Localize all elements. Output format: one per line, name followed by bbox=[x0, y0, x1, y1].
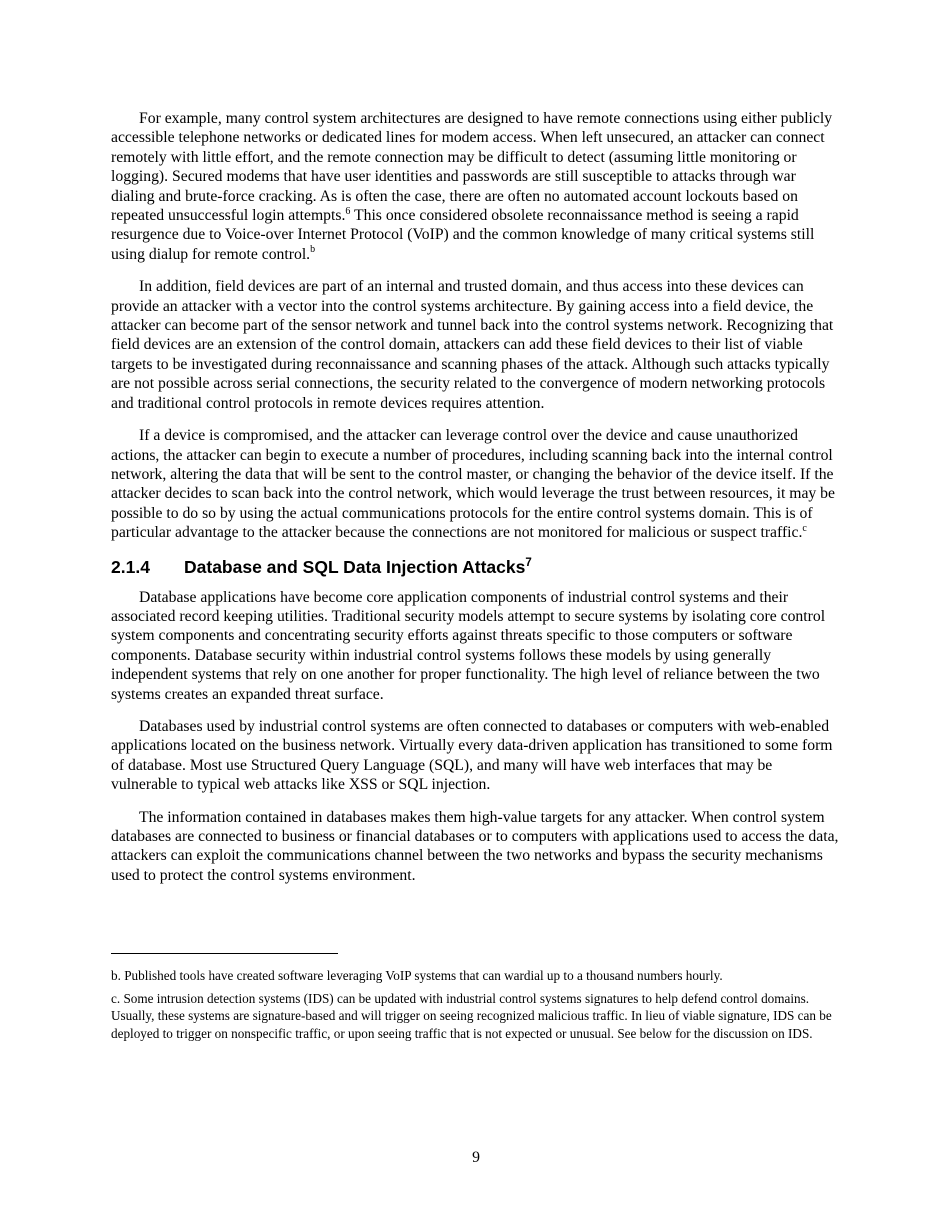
footnote-ref-b: b bbox=[310, 244, 316, 256]
footnote-b: b. Published tools have created software leveraging VoIP systems that can wardial up to a thousand numbers hourly. bbox=[111, 968, 723, 984]
paragraph-text: This once considered obsolete reconnaissance method is seeing a rapid resurgence due to Voice-over Internet Protocol (VoIP) and the common knowledge of many critical systems still using dialup for remote control. bbox=[111, 207, 815, 263]
paragraph-text: The information contained in databases makes them high-value targets for any attacker. When control system databases are connected to business or financial databases or to computers with applications used to access the data, attackers can exploit the communications channel between the two networks and bypass the security mechanisms used to protect the control systems environment. bbox=[111, 808, 839, 884]
footnote-ref-c: c bbox=[802, 522, 807, 534]
text-column bbox=[111, 109, 841, 1043]
footnote-c: c. Some intrusion detection systems (IDS) can be updated with industrial control systems signatures to help defend control domains. Usually, these systems are signature-based and will trigger on seeing recognized malicious traffic. In lieu of viable signature, IDS can be deployed to trigger on nonspecific traffic, or upon seeing traffic that is not expected or unusual. See below for the discussion on IDS. bbox=[111, 990, 832, 1041]
section-heading-2-1-4 bbox=[111, 556, 841, 578]
paragraph-device-compromised bbox=[111, 426, 841, 542]
paragraph-text: If a device is compromised, and the attacker can leverage control over the device and cause unauthorized actions, the attacker can begin to execute a number of procedures, including scanning back into the internal control network, altering the data that will be sent to the control master, or changing the behavior of the device itself. If the attacker decides to scan back into the control network, which would leverage the trust between resources, it may be possible to do so by using the actual communications protocols for the entire control systems domain. This is of particular advantage to the attacker because the connections are not monitored for malicious or suspect traffic. bbox=[111, 427, 835, 542]
paragraph-database-applications bbox=[111, 588, 841, 704]
paragraph-database-targets bbox=[111, 808, 841, 886]
paragraph-remote-connections bbox=[111, 109, 841, 264]
paragraph-text: Databases used by industrial control systems are often connected to databases or computers with web-enabled applications located on the business network. Virtually every data-driven application has transitioned to some form of database. Most use Structured Query Language (SQL), and many will have web interfaces that may be vulnerable to typical web attacks like XSS or SQL injection. bbox=[111, 717, 833, 794]
paragraph-text: For example, many control system architectures are designed to have remote connections using either publicly accessible telephone networks or dedicated lines for modem access. When left unsecured, an attacker can connect remotely with little effort, and the remote connection may be difficult to detect (assuming little monitoring or logging). Secured modems that have user identities and passwords are still susceptible to attacks through war dialing and brute-force cracking. As is often the case, there are often no automated account lockouts based on repeated unsuccessful login attempts. bbox=[111, 110, 833, 225]
footnote-separator bbox=[111, 953, 338, 954]
footnotes-section bbox=[111, 953, 841, 1042]
paragraph-field-devices bbox=[111, 277, 841, 413]
paragraph-text: Database applications have become core application components of industrial control systems and their associated record keeping utilities. Traditional security models attempt to secure systems by isolating core control system components and concentrating security efforts against threats specific to those computers or software components. Database security within industrial control systems follows these models by using generally independent systems that rely on one another for proper functionality. The high level of reliance between the two systems creates an expanded threat surface. bbox=[111, 588, 826, 703]
footnote-ref-6: 6 bbox=[345, 205, 351, 217]
footnote-ref-7: 7 bbox=[525, 556, 532, 569]
paragraph-text: In addition, field devices are part of an internal and trusted domain, and thus access into these devices can provide an attacker with a vector into the control systems architecture. By gaining access into a field device, the attacker can become part of the sensor network and tunnel back into the control systems network. Recognizing that field devices are an extension of the control domain, attackers can add these field devices to their list of viable targets to be investigated during reconnaissance and scanning phases of the attack. Although such attacks typically are not possible across serial connections, the security related to the convergence of modern networking protocols and traditional control protocols in remote devices requires attention. bbox=[111, 278, 834, 412]
page-number: 9 bbox=[472, 1149, 480, 1166]
section-title: Database and SQL Data Injection Attacks bbox=[184, 556, 526, 577]
section-number: 2.1.4 bbox=[111, 556, 150, 577]
paragraph-databases-business-network bbox=[111, 717, 841, 795]
